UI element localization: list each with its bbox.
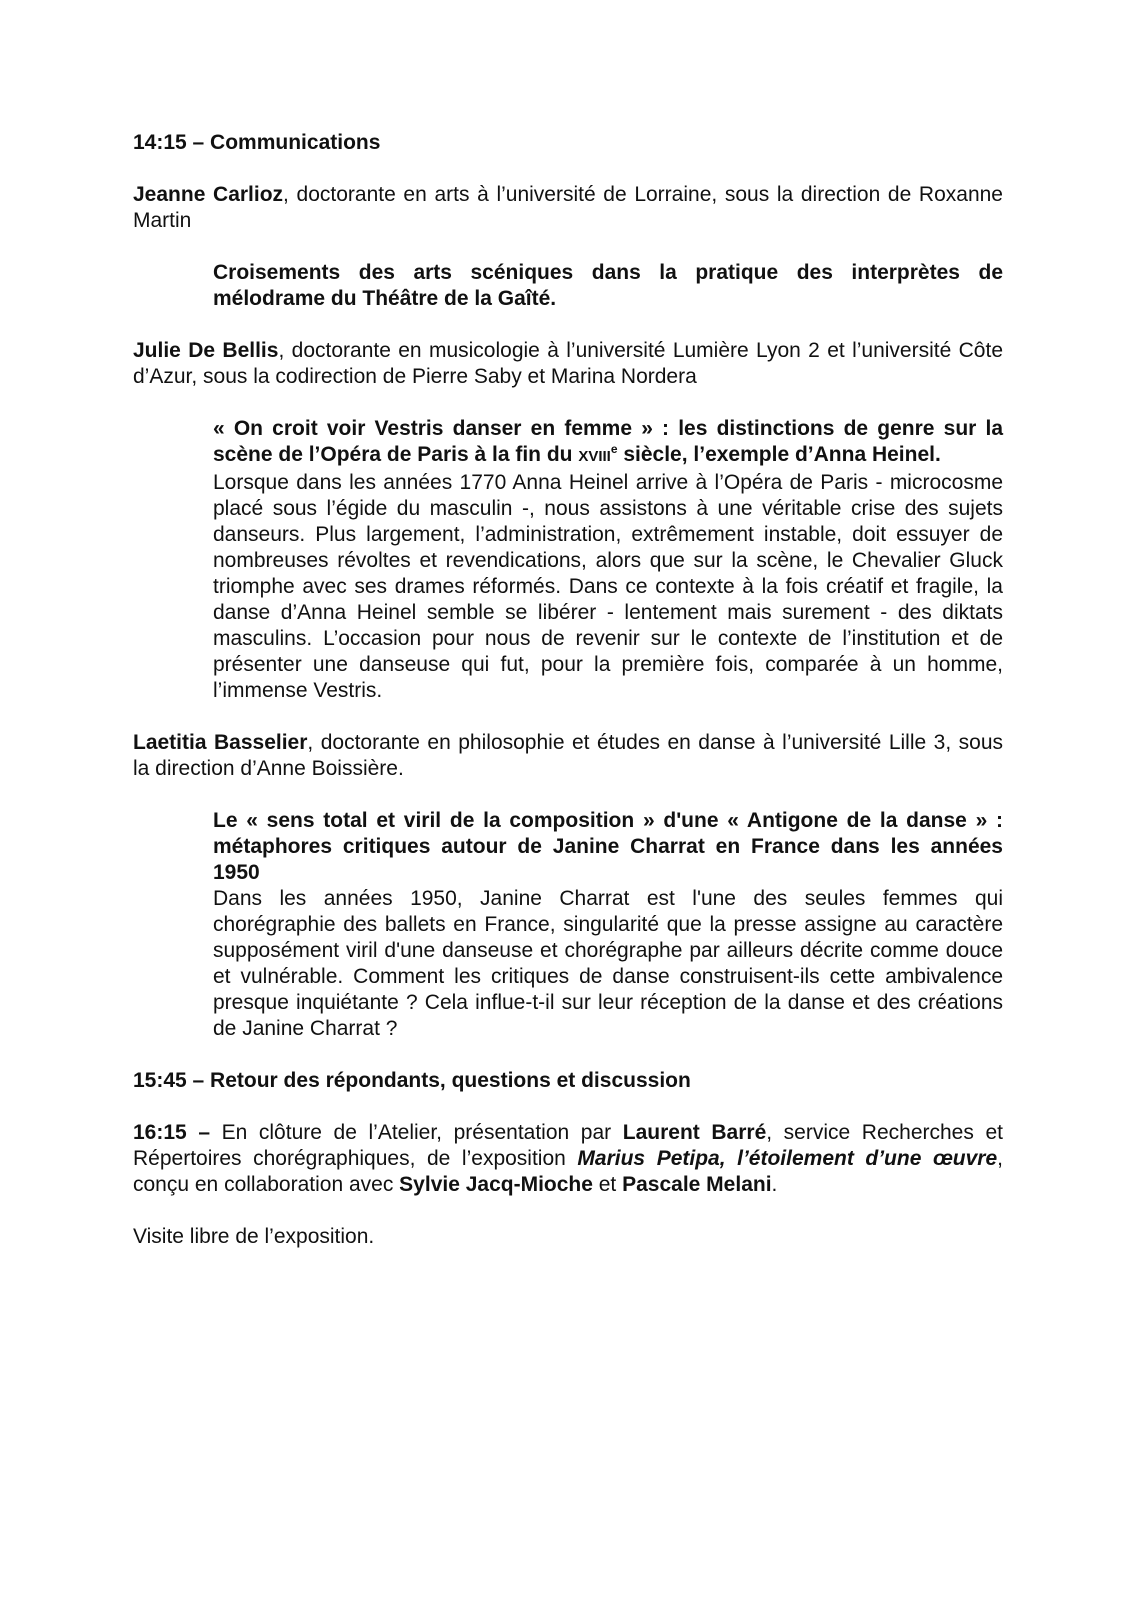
speaker-affiliation: , doctorante en musicologie à l’université Lumière Lyon 2 et l’université Côte d’Azur, sous la codirection de Pierre Saby et Marina Nordera [133, 339, 1003, 388]
session-heading-communications: 14:15 – Communications [133, 131, 381, 154]
talk-title-carlioz: Croisements des arts scéniques dans la pratique des interprètes de mélodrame du Théâtre de la Gaîté. [213, 261, 1003, 310]
speaker-name: Jeanne Carlioz [133, 183, 284, 206]
speaker-name: Laetitia Basselier [133, 731, 308, 754]
speaker-entry-debellis [133, 338, 1003, 390]
exhibition-title: Marius Petipa, l’étoilement d’une œuvre [577, 1147, 998, 1170]
speaker-entry-carlioz [133, 182, 1003, 234]
closing-text: , service Recherches et Répertoires chorégraphiques, de l’exposition [133, 1121, 1003, 1170]
talk-title-part: « On croit voir Vestris danser en femme » : les distinctions de genre sur la scène de l’Opéra de Paris à la fin du [213, 417, 1003, 466]
closing-text: , conçu en collaboration avec [133, 1147, 1004, 1196]
speaker-name: Julie De Bellis [133, 339, 279, 362]
session-heading-discussion: 15:45 – Retour des répondants, questions et discussion [133, 1069, 691, 1092]
talk-title-debellis [213, 416, 1003, 470]
visit-note: Visite libre de l’exposition. [133, 1225, 375, 1248]
closing-time: 16:15 – [133, 1121, 210, 1144]
talk-title-basselier: Le « sens total et viril de la composition » d'une « Antigone de la danse » : métaphores critiques autour de Janine Charrat en France dans les années 1950 [213, 809, 1003, 884]
century-numeral: XVIII [578, 448, 611, 465]
closing-text: et [592, 1173, 623, 1196]
presenter-name: Laurent Barré [622, 1121, 767, 1144]
talk-block-basselier [213, 808, 1003, 1042]
speaker-entry-basselier [133, 730, 1003, 782]
closing-paragraph [133, 1120, 1003, 1198]
talk-block-debellis [213, 416, 1003, 704]
talk-title-part: siècle, l’exemple d’Anna Heinel. [617, 443, 941, 466]
talk-abstract-basselier: Dans les années 1950, Janine Charrat est l'une des seules femmes qui chorégraphie des ballets en France, singularité que la presse assigne au caractère supposément viril d'une danseuse et chorégraphe par ailleurs décrite comme douce et vulnérable. Comment les critiques de danse construisent-ils cette ambivalence presque inquiétante ? Cela influe-t-il sur leur réception de la danse et des créations de Janine Charrat ? [213, 887, 1003, 1040]
collaborator-name: Pascale Melani [622, 1173, 772, 1196]
speaker-affiliation: , doctorante en philosophie et études en danse à l’université Lille 3, sous la direction d’Anne Boissière. [133, 731, 1003, 780]
closing-text: En clôture de l’Atelier, présentation par [210, 1121, 623, 1144]
century-superscript: e [610, 442, 618, 456]
talk-abstract-debellis: Lorsque dans les années 1770 Anna Heinel arrive à l’Opéra de Paris - microcosme placé sous l’égide du masculin -, nous assistons à une véritable crise des sujets danseurs. Plus largement, l’administration, extrêmement instable, doit essuyer de nombreuses révoltes et revendications, alors que sur la scène, le Chevalier Gluck triomphe avec ses drames réformés. Dans ce contexte à la fois créatif et fragile, la danse d’Anna Heinel semble se libérer - lentement mais surement - des diktats masculins. L’occasion pour nous de revenir sur le contexte de l’institution et de présenter une danseuse qui fut, pour la première fois, comparée à un homme, l’immense Vestris. [213, 471, 1003, 702]
closing-text: . [771, 1173, 778, 1196]
speaker-affiliation: , doctorante en arts à l’université de Lorraine, sous la direction de Roxanne Martin [133, 183, 1003, 232]
collaborator-name: Sylvie Jacq-Mioche [399, 1173, 593, 1196]
